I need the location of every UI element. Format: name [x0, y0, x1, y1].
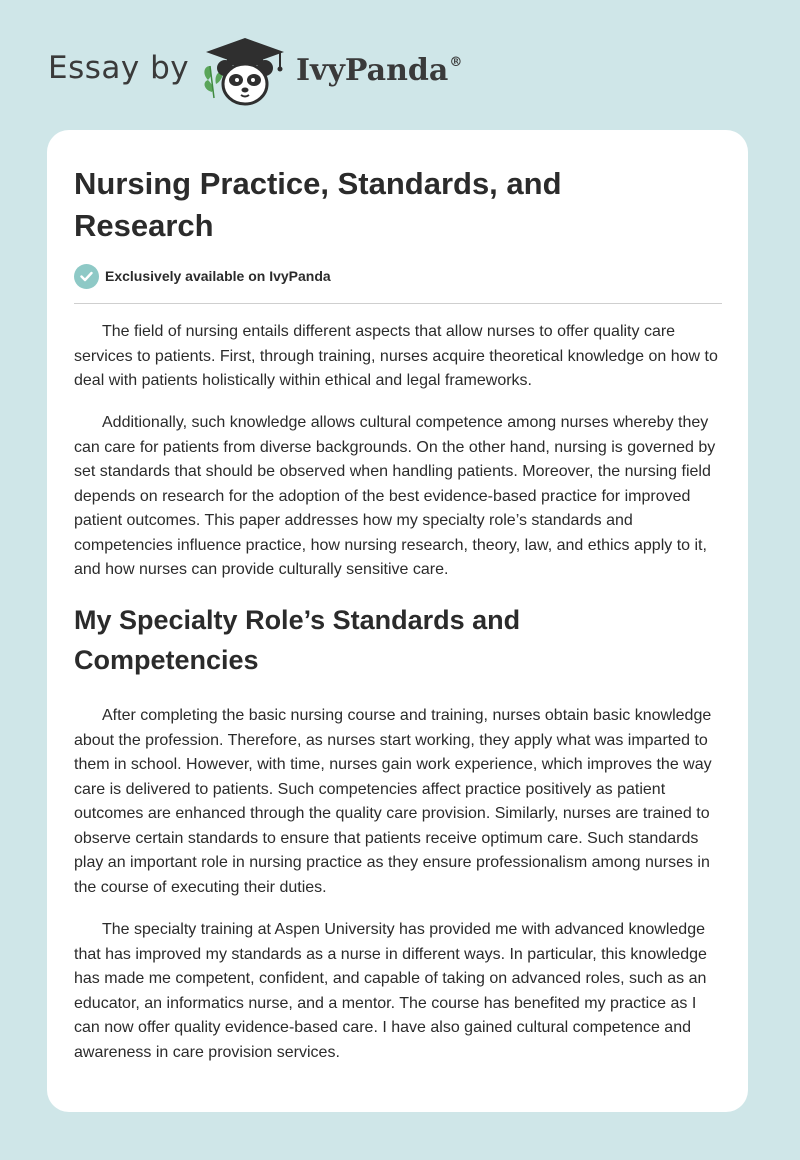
paragraph: Additionally, such knowledge allows cultural competence among nurses whereby they can care for patients from diverse backgrounds. On the other hand, nursing is governed by set standards that should be observed when handling patients. Moreover, the nursing field depends on research for the adoption of the best evidence-based practice for improved patient outcomes. This paper addresses how my specialty role’s standards and competencies influence practice, how nursing research, theory, law, and ethics apply to it, and how nurses can provide culturally sensitive care. — [74, 414, 716, 578]
essay-card — [47, 130, 748, 1112]
brand-name: IvyPanda® — [296, 53, 463, 88]
divider — [74, 303, 722, 304]
exclusive-badge — [74, 263, 331, 289]
paragraph: The specialty training at Aspen University has provided me with advanced knowledge that has improved my standards as a nurse in different ways. In particular, this knowledge has made me competent, confident, and capable of taking on advanced roles, such as an educator, an informatics nurse, and a mentor. The course has benefited my practice as I can now offer quality evidence-based care. I have also gained cultural competence and awareness in care provision services. — [74, 921, 707, 1061]
exclusive-label: Exclusively available on IvyPanda — [105, 268, 331, 284]
paragraph: The field of nursing entails different aspects that allow nurses to offer quality care services to patients. First, through training, nurses acquire theoretical knowledge on how to deal with patients holistically within ethical and legal frameworks. — [74, 323, 718, 389]
page-title: Nursing Practice, Standards, and Research — [74, 166, 562, 243]
section-heading: My Specialty Role’s Standards and Competencies — [74, 605, 521, 675]
site-header — [0, 0, 800, 128]
paragraph: After completing the basic nursing course and training, nurses obtain basic knowledge about the profession. Therefore, as nurses start working, they apply what was imparted to them in school. However, with time, nurses gain work experience, which improves the way care is delivered to patients. Such competencies affect practice positively as patient outcomes are enhanced through the quality care provision. Similarly, nurses are trained to observe certain standards to ensure that patients receive optimum care. Such standards play an important role in nursing practice as they ensure professionalism among nurses in the course of executing their duties. — [74, 707, 712, 896]
essay-by-label: Essay by — [48, 50, 190, 86]
panda-logo-icon — [200, 36, 290, 108]
check-icon — [74, 264, 99, 289]
